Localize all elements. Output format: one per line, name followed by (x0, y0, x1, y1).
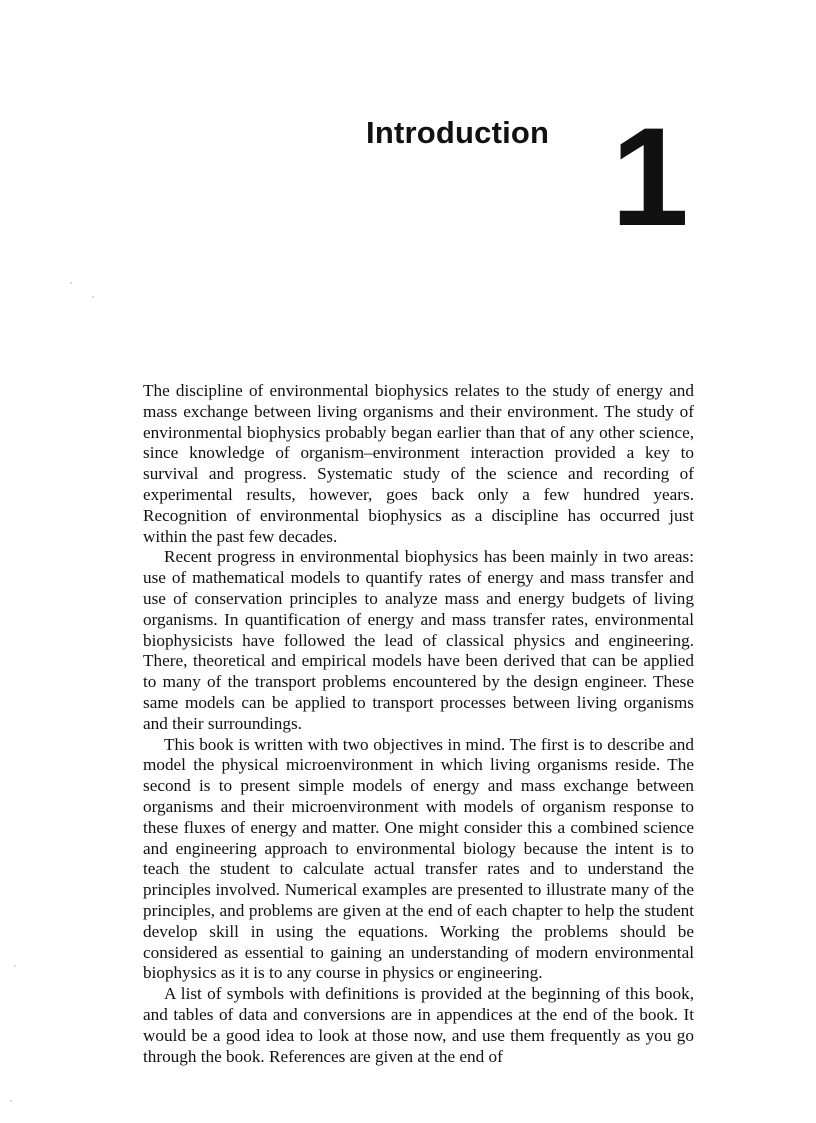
scan-speck (14, 965, 16, 967)
paragraph-1: The discipline of environmental biophysics relates to the study of energy and mass exchange between living organisms and their environment. The study of environmental biophysics probably began earlier than that of any other science, since knowledge of organism–environment interaction provided a key to survival and progress. Systematic study of the science and recording of experimental results, however, goes back only a few hundred years. Recognition of environmental biophysics as a discipline has occurred just within the past few decades. (143, 381, 694, 546)
scan-speck (92, 296, 94, 298)
scan-speck (70, 282, 72, 284)
chapter-number: 1 (611, 98, 689, 255)
paragraph-4: A list of symbols with definitions is provided at the beginning of this book, and tables of data and conversions are in appendices at the end of the book. It would be a good idea to look at those now, and use them frequently as you go through the book. References are given at the end of (143, 984, 694, 1066)
paragraph-3: This book is written with two objectives in mind. The first is to describe and model the physical microenvironment in which living organisms reside. The second is to present simple models of energy and mass exchange between organisms and their microenvironment with models of organism response to these fluxes of energy and matter. One might consider this a combined science and engineering approach to environmental biology because the intent is to teach the student to calculate actual transfer rates and to understand the principles involved. Numerical examples are presented to illustrate many of the principles, and problems are given at the end of each chapter to help the student develop skill in using the equations. Working the problems should be considered as essential to gaining an understanding of modern environmental biophysics as it is to any course in physics or engineering. (143, 734, 694, 983)
chapter-title: Introduction (366, 115, 550, 150)
paragraph-2: Recent progress in environmental biophysics has been mainly in two areas: use of mathematical models to quantify rates of energy and mass transfer and use of conservation principles to analyze mass and energy budgets of living organisms. In quantification of energy and mass transfer rates, environmental biophysicists have followed the lead of classical physics and engineering. There, theoretical and empirical models have been derived that can be applied to many of the transport problems encountered by the design engineer. These same models can be applied to transport processes between living organisms and their surroundings. (143, 547, 694, 733)
scan-speck (10, 1100, 12, 1102)
chapter-body (143, 381, 694, 1067)
